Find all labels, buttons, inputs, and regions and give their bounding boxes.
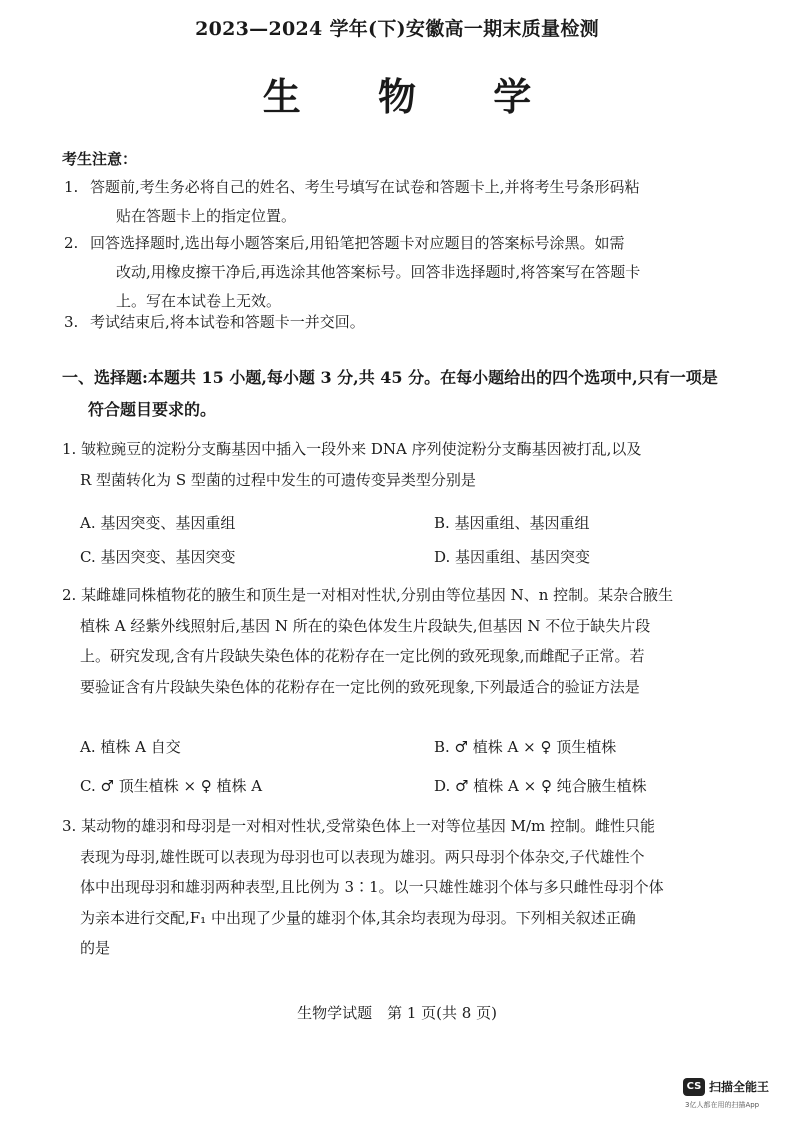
question-3 [62, 811, 774, 964]
question-text: 2. 某雌雄同株植物花的腋生和顶生是一对相对性状,分别由等位基因 N、n 控制。某杂合腋生 [62, 586, 674, 604]
notice-item-text: 贴在答题卡上的指定位置。 [116, 207, 297, 225]
question-text: 植株 A 经紫外线照射后,基因 N 所在的染色体发生片段缺失,但基因 N 不位于缺失片段 [80, 616, 651, 635]
option-d: D. 基因重组、基因突变 [434, 548, 591, 566]
notice-item-text: 考试结束后,将本试卷和答题卡一并交回。 [90, 313, 365, 331]
section-heading-line: 一、选择题:本题共 15 小题,每小题 3 分,共 45 分。在每小题给出的四个选项中,只有一项是 [62, 368, 718, 387]
question-text: 上。研究发现,含有片段缺失染色体的花粉存在一定比例的致死现象,而雌配子正常。若 [80, 647, 645, 665]
exam-title: 2023—2024 学年(下)安徽高一期末质量检测 [195, 18, 599, 40]
notice-item-number: 3. [64, 313, 79, 331]
question-text: 体中出现母羽和雄羽两种表型,且比例为 3∶1。以一只雄性雄羽个体与多只雌性母羽个体 [80, 878, 664, 896]
option-b: B. ♂ 植株 A × ♀ 顶生植株 [434, 738, 617, 756]
option-a: A. 植株 A 自交 [80, 738, 181, 756]
notice-item-number: 2. [64, 234, 79, 252]
question-text: 1. 皱粒豌豆的淀粉分支酶基因中插入一段外来 DNA 序列使淀粉分支酶基因被打乱,以及 [62, 440, 642, 458]
question-text: R 型菌转化为 S 型菌的过程中发生的可遗传变异类型分别是 [80, 470, 476, 489]
notice-item-text: 改动,用橡皮擦干净后,再选涂其他答案标号。回答非选择题时,将答案写在答题卡 [116, 263, 641, 281]
page-footer: 生物学试题 第 1 页(共 8 页) [297, 1004, 497, 1022]
option-a: A. 基因突变、基因重组 [80, 514, 236, 532]
question-2 [62, 580, 774, 702]
notice-item-text: 答题前,考生务必将自己的姓名、考生号填写在试卷和答题卡上,并将考生号条形码粘 [90, 178, 640, 196]
cs-logo-icon: CS [683, 1078, 705, 1096]
section-heading [62, 362, 774, 426]
section-heading-line: 符合题目要求的。 [88, 400, 217, 419]
notice-item-text: 回答选择题时,选出每小题答案后,用铅笔把答题卡对应题目的答案标号涂黑。如需 [90, 234, 625, 252]
option-c: C. 基因突变、基因突变 [80, 548, 236, 566]
watermark-tagline: 3亿人都在用的扫描App [685, 1101, 760, 1109]
question-text: 表现为母羽,雄性既可以表现为母羽也可以表现为雄羽。两只母羽个体杂交,子代雄性个 [80, 847, 645, 866]
notice-item-number: 1. [64, 178, 79, 196]
option-b: B. 基因重组、基因重组 [434, 514, 590, 532]
question-text: 3. 某动物的雄羽和母羽是一对相对性状,受常染色体上一对等位基因 M/m 控制。雌性只能 [62, 817, 656, 835]
option-d: D. ♂ 植株 A × ♀ 纯合腋生植株 [434, 777, 647, 795]
question-text: 的是 [80, 939, 111, 957]
notice-item-text: 上。写在本试卷上无效。 [116, 292, 282, 310]
question-text: 要验证含有片段缺失染色体的花粉存在一定比例的致死现象,下列最适合的验证方法是 [80, 677, 640, 696]
notice-title: 考生注意： [62, 150, 138, 168]
notice-item-3 [64, 308, 770, 337]
notice-item-2 [64, 229, 770, 316]
option-c: C. ♂ 顶生植株 × ♀ 植株 A [80, 777, 263, 795]
notice-item-1 [64, 173, 770, 231]
watermark-name: 扫描全能王 [709, 1080, 770, 1094]
subject-title: 生 物 学 [262, 74, 564, 119]
question-1 [62, 434, 774, 495]
scanner-watermark [683, 1078, 793, 1118]
question-text: 为亲本进行交配,F₁ 中出现了少量的雄羽个体,其余均表现为母羽。下列相关叙述正确 [80, 908, 636, 927]
